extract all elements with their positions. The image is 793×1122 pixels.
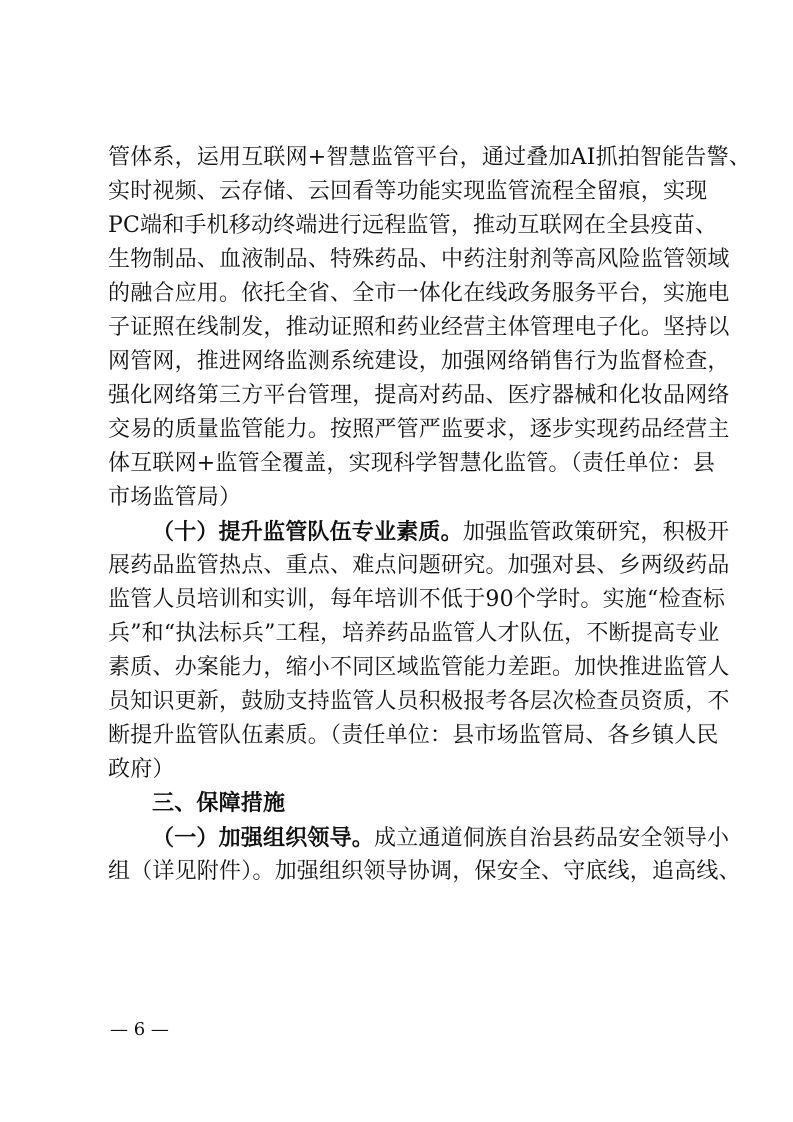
paragraph-line: 生物制品、血液制品、特殊药品、中药注射剂等高风险监管领域 bbox=[108, 247, 730, 272]
section-3-heading: 三、保障措施 bbox=[152, 791, 286, 816]
page-number: — 6 — bbox=[110, 1019, 169, 1040]
paragraph-line: 管体系，运用互联网+智慧监管平台，通过叠加AI抓拍智能告警、 bbox=[108, 145, 752, 170]
paragraph-line: 的融合应用。依托全省、全市一体化在线政务服务平台，实施电 bbox=[108, 281, 730, 306]
document-body bbox=[108, 141, 752, 889]
subsection-1-first-line-rest: 成立通道侗族自治县药品安全领导小 bbox=[374, 826, 730, 851]
paragraph-line: 监管人员培训和实训，每年培训不低于90个学时。实施“检查标 bbox=[108, 587, 726, 612]
paragraph-line: 市场监管局） bbox=[108, 485, 242, 510]
subsection-1-title: （一）加强组织领导。 bbox=[152, 825, 375, 851]
paragraph-line: 交易的质量监管能力。按照严管严监要求，逐步实现药品经营主 bbox=[108, 417, 730, 442]
paragraph-line: 组（详见附件）。加强组织领导协调，保安全、守底线，追高线、 bbox=[108, 859, 741, 884]
paragraph-line: 员知识更新，鼓励支持监管人员积极报考各层次检查员资质，不 bbox=[108, 689, 730, 714]
paragraph-line: 强化网络第三方平台管理，提高对药品、医疗器械和化妆品网络 bbox=[108, 383, 730, 408]
section-10-first-line bbox=[108, 515, 730, 549]
section-10-title: （十）提升监管队伍专业素质。 bbox=[152, 519, 463, 545]
paragraph-line: 网管网，推进网络监测系统建设，加强网络销售行为监督检查， bbox=[108, 349, 730, 374]
paragraph-line: 实时视频、云存储、云回看等功能实现监管流程全留痕，实现 bbox=[108, 179, 708, 204]
paragraph-line: 子证照在线制发，推动证照和药业经营主体管理电子化。坚持以 bbox=[108, 315, 730, 340]
section-10-first-line-rest: 加强监管政策研究，积极开 bbox=[462, 520, 730, 545]
paragraph-line: 体互联网+监管全覆盖，实现科学智慧化监管。（责任单位：县 bbox=[108, 451, 716, 476]
paragraph-line: 展药品监管热点、重点、难点问题研究。加强对县、乡两级药品 bbox=[108, 553, 730, 578]
paragraph-line: 兵”和“执法标兵”工程，培养药品监管人才队伍，不断提高专业 bbox=[108, 621, 720, 646]
subsection-1-first-line bbox=[108, 821, 730, 855]
paragraph-line: 政府） bbox=[108, 757, 175, 782]
paragraph-line: 素质、办案能力，缩小不同区域监管能力差距。加快推进监管人 bbox=[108, 655, 730, 680]
paragraph-line: 断提升监管队伍素质。（责任单位：县市场监管局、各乡镇人民 bbox=[108, 723, 719, 748]
paragraph-line: PC端和手机移动终端进行远程监管，推动互联网在全县疫苗、 bbox=[108, 213, 718, 238]
